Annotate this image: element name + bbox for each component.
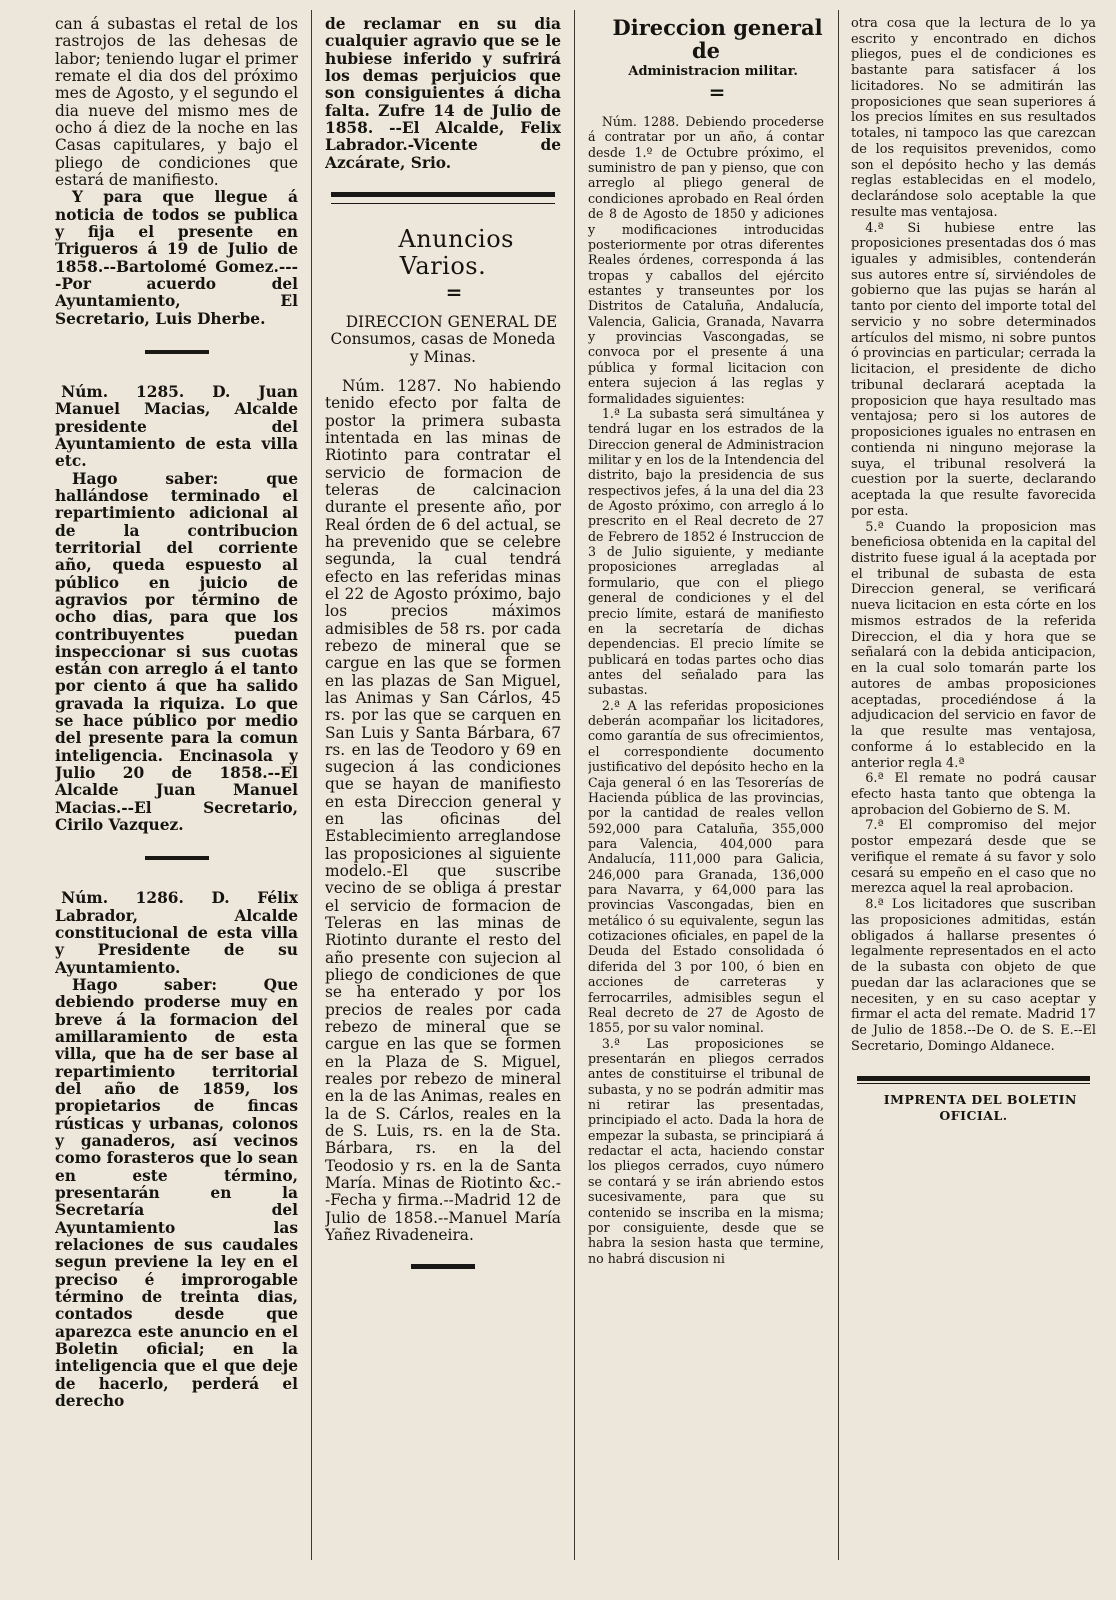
direccion-militar-title: Direccion general de	[612, 16, 823, 64]
imprint-line: IMPRENTA DEL BOLETIN OFICIAL.	[883, 1092, 1077, 1123]
column-3	[588, 16, 824, 1590]
trigueros-closing: Y para que llegue á noticia de todos se publica y fija el presente en Trigueros á 19 de Julio de 1858.--Bartolomé Gomez.----Por acuerdo del Ayuntamiento, El Secretario, Luis Dherbe.	[55, 188, 298, 328]
section-title: Anuncios Varios.	[398, 224, 514, 280]
column-divider	[311, 10, 312, 1560]
notice-1285-body: Hago saber: que hallándose terminado el repartimiento adicional al de la contribucion territorial del corriente año, queda espuesto al público en juicio de agravios por término de ocho dias, para que los contribuyentes puedan inspeccionar si sus cuotas están con arreglo á el tanto por ciento á que ha salido gravada la riquiza. Lo que se hace público por medio del presente para la comun inteligencia. Encinasola y Julio 20 de 1858.--El Alcalde Juan Manuel Macias.--El Secretario, Cirilo Vazquez.	[55, 469, 298, 835]
col2-continuation: de reclamar en su dia cualquier agravio que se le hubiese inferido y sufrirá los demas perjuicios que son consiguientes á dicha falta. Zufre 14 de Julio de 1858. --El Alcalde, Felix Labrador.-Vicente de Azcárate, Srio.	[325, 16, 561, 172]
rule-8: 8.ª Los licitadores que suscriban las proposiciones admitidas, están obligados á hallarse presentes ó legalmente representados en el acto de la subasta con objeto de que puedan dar las aclaraciones que se necesiten, y en su caso aceptar y firmar el acta del remate. Madrid 17 de Julio de 1858.--De O. de S. E.--El Secretario, Domingo Aldanece.	[851, 897, 1096, 1054]
direccion-consumos-heading: DIRECCION GENERAL DE Consumos, casas de Moneda y Minas.	[330, 312, 558, 366]
double-dash: =	[445, 279, 463, 304]
column-2	[325, 16, 561, 1590]
section-rule	[331, 192, 555, 197]
notice-1286-body: Hago saber: Que debiendo proderse muy en breve á la formacion del amillaramiento de esta villa, que ha de ser base al repartimiento territorial del año de 1859, los propietarios de fincas rústicas y urbanas, colonos y ganaderos, así vecinos como forasteros que lo sean en este término, presentarán en la Secretaría del Ayuntamiento las relaciones de sus caudales segun previene la ley en el preciso é improrogable término de treinta dias, contados desde que aparezca este anuncio en el Boletin oficial; en la inteligencia que el que deje de hacerlo, perderá el derecho	[55, 976, 298, 1410]
rule-7: 7.ª El compromiso del mejor postor empezará desde que se verifique el remate á su favor y solo cesará su empeño en el caso que no merezca aquel la real aprobacion.	[851, 818, 1096, 897]
separator-rule	[411, 1264, 475, 1269]
column-divider	[838, 10, 839, 1560]
notice-1288-intro: Núm. 1288. Debiendo procederse á contratar por un año, á contar desde 1.º de Octubre próximo, el suministro de pan y pienso, que con arreglo al pliego general de condiciones aprobado en Real órden de 8 de Agosto de 1850 y adiciones y modificaciones introducidas posteriormente por otras diferentes Reales órdenes, corresponda á las tropas y caballos del ejército estantes y transeuntes por los Distritos de Cataluña, Andalucía, Valencia, Galicia, Granada, Navarra y provincias Vascongadas, se convoca por el presente á una pública y formal licitacion con entera sujecion á las reglas y formalidades siguientes:	[588, 114, 824, 406]
section-rule-thin	[331, 203, 555, 204]
column-divider	[574, 10, 575, 1560]
separator-rule	[145, 856, 209, 860]
rule-4: 4.ª Si hubiese entre las proposiciones presentadas dos ó mas iguales y admisibles, contenderán sus autores entre sí, sirviéndoles de gobierno que las pujas se harán al tanto por ciento del importe total del servicio y no sobre determinados artículos del mismo, ni sobre puntos ó provincias en particular; cerrada la licitacion, el presidente de dicho tribunal declarará aceptada la proposicion que haya resultado mas ventajosa; pero si los autores de proposiciones iguales no entrasen en contienda ni ninguno mejorase la suya, el tribunal resolverá la cuestion por la suerte, declarando aceptada la que resulte favorecida por esta.	[851, 220, 1096, 519]
notice-1285-heading: Núm. 1285. D. Juan Manuel Macias, Alcalde presidente del Ayuntamiento de esta villa etc.	[55, 382, 298, 471]
notice-1287-body: Núm. 1287. No habiendo tenido efecto por falta de postor la primera subasta intentada en las minas de Riotinto para contratar el servicio de formacion de teleras de calcinacion durante el presente año, por Real órden de 6 del actual, se ha prevenido que se celebre segunda, la cual tendrá efecto en las referidas minas el 22 de Agosto próximo, bajo los precios máximos admisibles de 58 rs. por cada rebezo de mineral que se cargue en las que se formen en las plazas de San Miguel, las Animas y San Cárlos, 45 rs. por las que se carquen en San Luis y Santa Bárbara, 67 rs. en las de Teodoro y 69 en sugecion á las condiciones que se hayan de manifiesto en esta Direccion general y en las oficinas del Establecimiento arreglandose las proposiciones al siguiente modelo.-El que suscribe vecino de se obliga á prestar el servicio de formacion de Teleras en las minas de Riotinto durante el resto del año presente con sujecion al pliego de condiciones de que se ha enterado y por los precios de reales por cada rebezo de mineral que se cargue en las que se formen en la Plaza de S. Miguel, reales por rebezo de mineral en la de las Animas, reales en la de S. Cárlos, reales en la de S. Luis, rs. en la de Sta. Bárbara, rs. en la del Teodosio y rs. en la de Santa María. Minas de Riotinto &c.--Fecha y firma.--Madrid 12 de Julio de 1858.--Manuel María Yañez Rivadeneira.	[325, 376, 561, 1245]
notice-1286-heading: Núm. 1286. D. Félix Labrador, Alcalde constitucional de esta villa y Presidente de su Ayuntamiento.	[55, 889, 298, 977]
col1-continuation: can á subastas el retal de los rastrojos de las dehesas de labor; teniendo lugar el primer remate el dia dos del próximo mes de Agosto, y el segundo el dia nueve del mismo mes de ocho á diez de la noche en las Casas capitulares, y bajo el pliego de condiciones que estará de manifiesto.	[55, 16, 298, 189]
rule-1: 1.ª La subasta será simultánea y tendrá lugar en los estrados de la Direccion general de Administracion militar y en los de la Intendencia del distrito, bajo la presidencia de sus respectivos jefes, á la una del dia 23 de Agosto próximo, con arreglo á lo prescrito en el Real decreto de 27 de Febrero de 1852 é Instruccion de 3 de Julio siguiente, y mediante proposiciones arregladas al formulario, que con el pliego general de condiciones y el del precio límite, estará de manifiesto en la secretaría de dichas dependencias. El precio límite se publicará en todas partes ocho dias antes del señalado para las subastas.	[588, 405, 824, 698]
closing-rule	[857, 1076, 1090, 1081]
col4-continuation: otra cosa que la lectura de lo ya escrito y encontrado en dichos pliegos, pues el de condiciones es bastante para satisfacer á los licitadores. No se admitirán las proposiciones que sean superiores á los precios límites en sus resultados totales, ni tampoco las que carezcan de los requisitos prevenidos, como son el depósito hecho y las demás reglas establecidas en el modelo, declarándose solo aceptable la que resulte mas ventajosa.	[851, 16, 1096, 220]
column-4	[851, 16, 1096, 1590]
rule-2: 2.ª A las referidas proposiciones deberán acompañar los licitadores, como garantía de sus ofrecimientos, el correspondiente documento justificativo del depósito hecho en la Caja general ó en las Tesorerías de Hacienda pública de las provincias, por la cantidad de reales vellon 592,000 para Cataluña, 355,000 para Valencia, 404,000 para Andalucía, 111,000 para Galicia, 246,000 para Granada, 136,000 para Navarra, y 64,000 para las provincias Vascongadas, bien en metálico ó su equivalente, segun las cotizaciones oficiales, en papel de la Deuda del Estado consolidada ó diferida del 3 por 100, ó bien en acciones de carreteras y ferrocarriles, admisibles segun el Real decreto de 27 de Agosto de 1855, por su valor nominal.	[588, 697, 824, 1036]
rule-3: 3.ª Las proposiciones se presentarán en pliegos cerrados antes de constituirse el tribunal de subasta, y no se podrán admitir mas ni retirar las presentadas, principiado el acto. Dada la hora de empezar la subasta, se principiará á redactar el acta, haciendo constar los pliegos cerrados, cuyo número se contará y se irán abriendo estos sucesivamente, para que su contenido se inscriba en la misma; por consiguiente, desde que se habra la sesion hasta que termine, no habrá discusion ni	[588, 1035, 824, 1266]
separator-rule	[145, 350, 209, 354]
column-1	[55, 16, 298, 1590]
rule-6: 6.ª El remate no podrá causar efecto hasta tanto que obtenga la aprobacion del Gobierno de S. M.	[851, 771, 1096, 818]
double-dash: =	[708, 80, 726, 105]
rule-5: 5.ª Cuando la proposicion mas beneficiosa obtenida en la capital del distrito fuese igual á la aceptada por el tribunal de subasta de esta Direccion general, se verificará nueva licitacion en esta córte en los mismos estrados de la referida Direccion, el dia y hora que se señalará con la debida anticipacion, en la cual solo tomarán parte los autores de ambas proposiciones aceptadas, procediéndose á la adjudicacion del servicio en favor de la que resulte mas ventajosa, conforme á lo establecido en la anterior regla 4.ª	[851, 519, 1096, 771]
direccion-militar-subtitle: Administracion militar.	[628, 64, 798, 80]
closing-rule-thin	[857, 1083, 1090, 1084]
